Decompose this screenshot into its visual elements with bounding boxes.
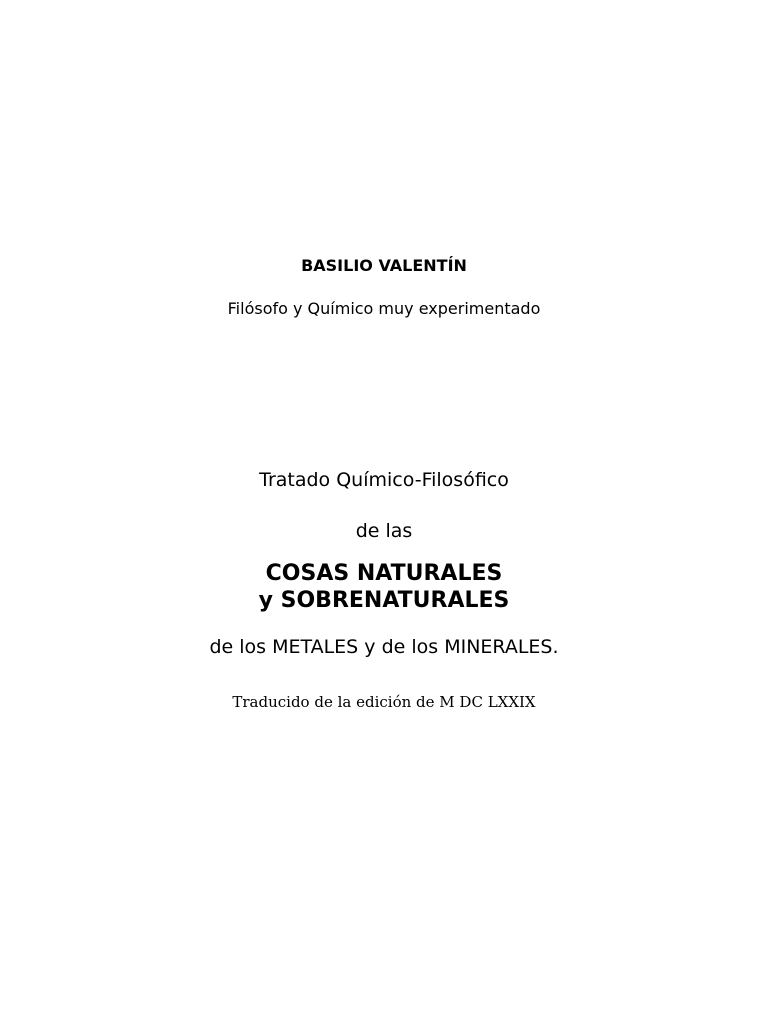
author-name: BASILIO VALENTÍN — [301, 256, 467, 275]
main-title-line-1: COSAS NATURALES — [265, 561, 503, 586]
treatise-heading: Tratado Químico-Filosófico — [259, 469, 509, 491]
title-subject: de los METALES y de los MINERALES. — [209, 636, 559, 658]
title-connector: de las — [355, 520, 413, 542]
author-description: Filósofo y Químico muy experimentado — [227, 299, 541, 318]
main-title-line-2: y SOBRENATURALES — [258, 588, 510, 613]
edition-note: Traducido de la edición de M DC LXXIX — [232, 693, 536, 711]
